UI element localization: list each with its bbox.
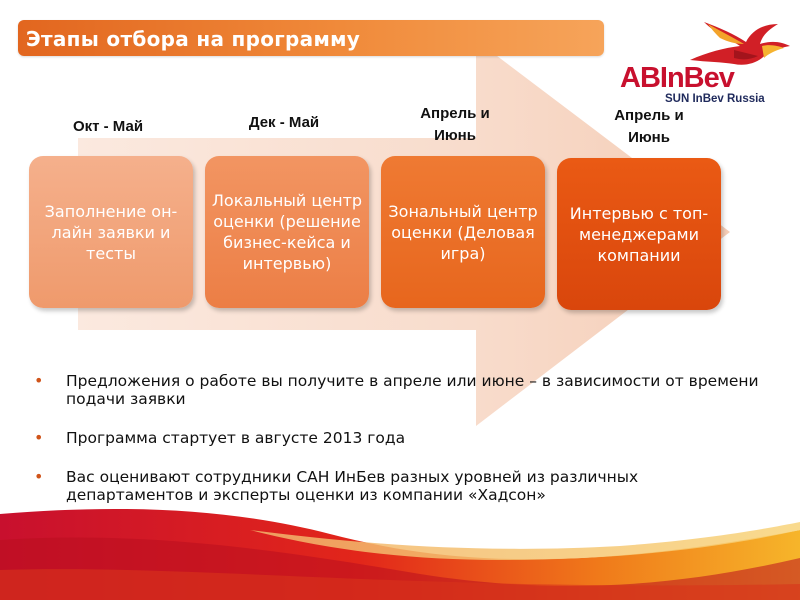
stage-label-2: Локальный центр оценки (решение бизнес-кейса и интервью) bbox=[211, 191, 363, 273]
bullet-icon: • bbox=[34, 371, 44, 390]
stage-box-3 bbox=[381, 156, 545, 308]
stage-box-1 bbox=[29, 156, 193, 308]
stage-date-3: Апрель и Июнь bbox=[420, 105, 490, 144]
company-logo bbox=[612, 12, 792, 112]
bullet-text-3: Вас оценивают сотрудники САН ИнБев разных уровней из различных департаментов и эксперты оценки из компании «Хадсон» bbox=[66, 468, 639, 504]
page-title: Этапы отбора на программу bbox=[26, 27, 361, 51]
logo-wordmark: ABInBev bbox=[620, 62, 734, 94]
stage-box-4 bbox=[557, 158, 721, 310]
bullet-icon: • bbox=[34, 428, 44, 447]
stage-date-4: Апрель и Июнь bbox=[614, 107, 684, 146]
bullet-item bbox=[34, 372, 764, 408]
decorative-wave bbox=[0, 500, 800, 600]
logo-subtitle: SUN InBev Russia bbox=[665, 93, 765, 105]
stage-label-1: Заполнение он-лайн заявки и тесты bbox=[44, 201, 178, 263]
stage-date-2: Дек - Май bbox=[248, 114, 320, 131]
stage-label-4: Интервью с топ-менеджерами компании bbox=[569, 203, 709, 265]
stage-box-2 bbox=[205, 156, 369, 308]
bullet-item bbox=[34, 468, 764, 504]
bullet-icon: • bbox=[34, 467, 44, 486]
bullet-item bbox=[34, 429, 764, 447]
stage-label-3: Зональный центр оценки (Деловая игра) bbox=[388, 201, 538, 263]
stage-date-1: Окт - Май bbox=[72, 118, 144, 135]
bullet-text-1: Предложения о работе вы получите в апреле или июне – в зависимости от времени подачи заявки bbox=[66, 372, 759, 408]
title-bar bbox=[18, 20, 604, 56]
bullet-text-2: Программа стартует в августе 2013 года bbox=[66, 429, 406, 447]
